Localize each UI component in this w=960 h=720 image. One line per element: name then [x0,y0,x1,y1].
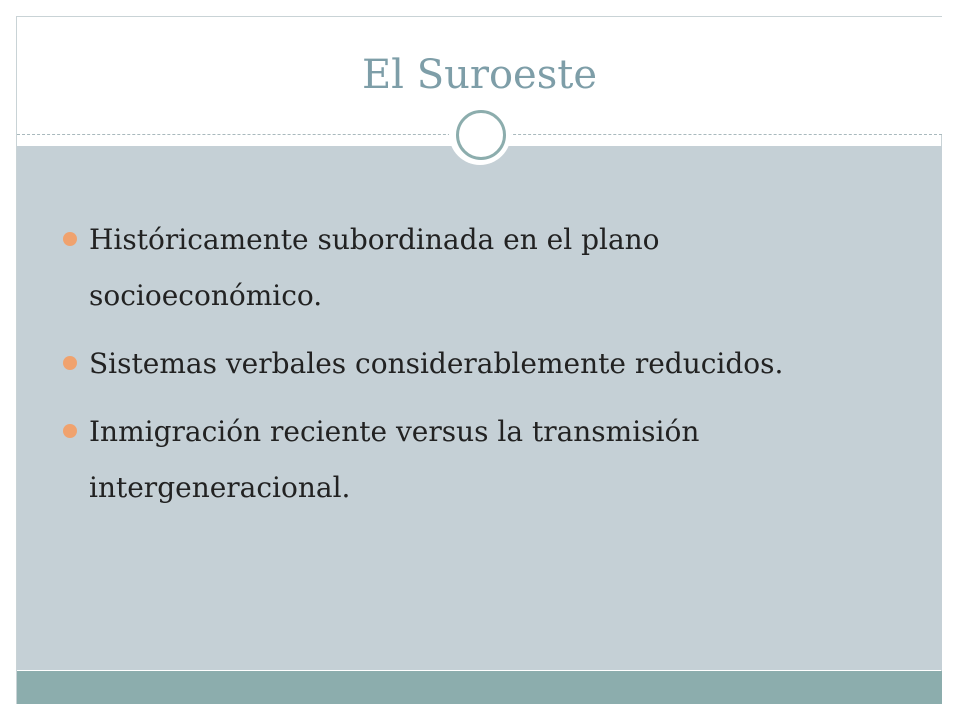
footer-band [17,671,942,704]
bullet-text: Históricamente subordinada en el plano socioeconómico. [89,223,660,312]
bullet-dot-icon [63,232,77,246]
bullet-dot-icon [63,424,77,438]
bullet-text: Sistemas verbales considerablemente reducidos. [89,347,784,380]
circle-ring [456,110,506,160]
bullet-dot-icon [63,356,77,370]
bullet-item-2 [60,336,900,392]
bullet-item-1 [60,212,900,324]
bullet-text: Inmigración reciente versus la transmisión intergeneracional. [89,415,700,504]
slide-title: El Suroeste [361,52,598,98]
circle-ornament-icon [449,103,511,165]
bullet-item-3 [60,404,900,516]
bullet-list [60,212,900,528]
